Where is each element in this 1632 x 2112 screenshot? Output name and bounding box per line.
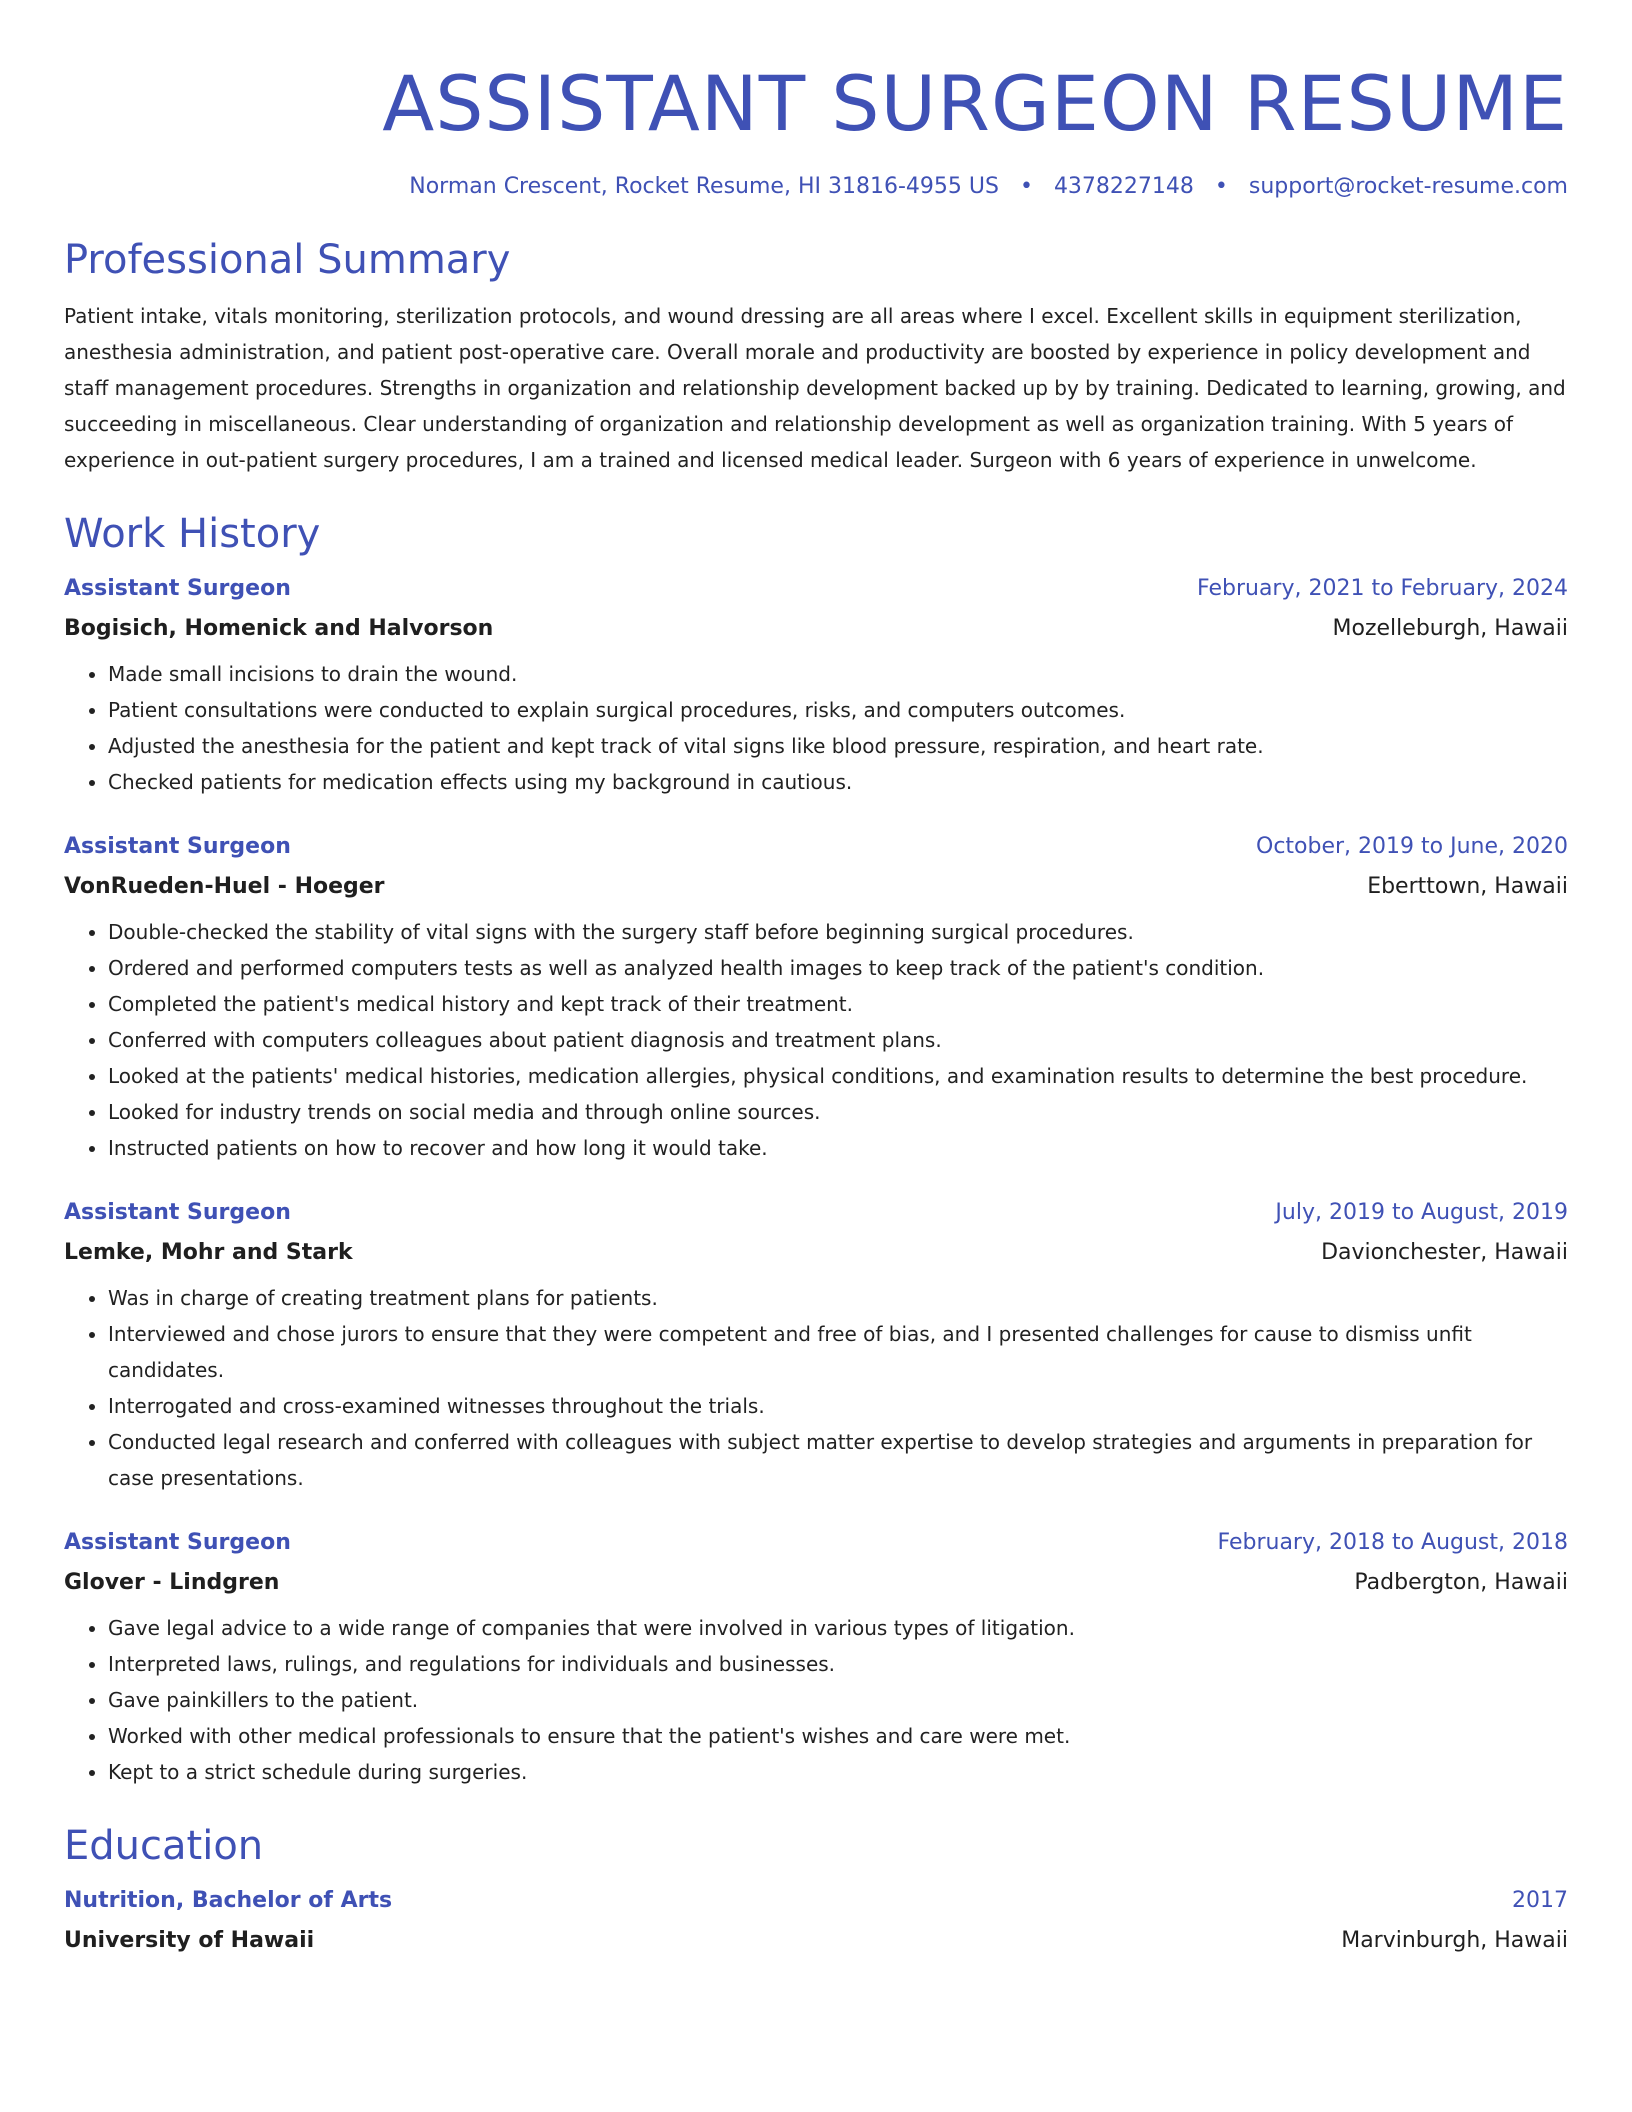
job-bullet: • Patient consultations were conducted to explain surgical procedures, risks, and computers outcomes. xyxy=(108,692,1568,728)
job-header-row xyxy=(64,1198,1568,1228)
education-school: University of Hawaii xyxy=(64,1928,315,1953)
job-entry xyxy=(64,832,1568,1166)
job-location: Padbergton, Hawaii xyxy=(1354,1570,1568,1595)
job-bullets xyxy=(64,1610,1568,1790)
job-company-row xyxy=(64,1228,1568,1268)
job-bullet: • Made small incisions to drain the wound. xyxy=(108,656,1568,692)
job-bullets xyxy=(64,1280,1568,1496)
education-year: 2017 xyxy=(1512,1888,1568,1913)
job-location: Mozelleburgh, Hawaii xyxy=(1332,616,1568,641)
contact-address: Norman Crescent, Rocket Resume, HI 31816-4955 US xyxy=(409,174,999,199)
job-bullet: • Looked for industry trends on social media and through online sources. xyxy=(108,1094,1568,1130)
education-location: Marvinburgh, Hawaii xyxy=(1341,1928,1568,1953)
job-dates: February, 2021 to February, 2024 xyxy=(1197,576,1568,601)
job-header-row xyxy=(64,574,1568,604)
job-bullet: • Completed the patient's medical history and kept track of their treatment. xyxy=(108,986,1568,1022)
job-company-row xyxy=(64,604,1568,644)
job-header-row xyxy=(64,1528,1568,1558)
job-bullet: • Interviewed and chose jurors to ensure that they were competent and free of bias, and I presented challenges for cause to dismiss unfit candidates. xyxy=(108,1316,1568,1388)
job-dates: July, 2019 to August, 2019 xyxy=(1275,1200,1568,1225)
work-history-heading: Work History xyxy=(64,511,321,557)
resume-page xyxy=(64,0,1568,1956)
contact-phone: 4378227148 xyxy=(1053,174,1194,199)
resume-title: ASSISTANT SURGEON RESUME xyxy=(382,59,1568,148)
job-bullet: • Interpreted laws, rulings, and regulations for individuals and businesses. xyxy=(108,1646,1568,1682)
contact-separator: • xyxy=(1214,174,1228,199)
job-bullet: • Checked patients for medication effects using my background in cautious. xyxy=(108,764,1568,800)
job-company: Glover - Lindgren xyxy=(64,1570,280,1595)
job-bullet: • Conducted legal research and conferred with colleagues with subject matter expertise to develop strategies and arguments in preparation for case presentations. xyxy=(108,1424,1568,1496)
job-bullet: • Interrogated and cross-examined witnesses throughout the trials. xyxy=(108,1388,1568,1424)
job-bullet: • Double-checked the stability of vital signs with the surgery staff before beginning surgical procedures. xyxy=(108,914,1568,950)
job-dates: February, 2018 to August, 2018 xyxy=(1217,1530,1568,1555)
education-heading: Education xyxy=(64,1823,264,1869)
job-company: Bogisich, Homenick and Halvorson xyxy=(64,616,494,641)
job-bullet: • Gave painkillers to the patient. xyxy=(108,1682,1568,1718)
job-location: Eberttown, Hawaii xyxy=(1367,874,1568,899)
job-bullet: • Conferred with computers colleagues about patient diagnosis and treatment plans. xyxy=(108,1022,1568,1058)
education-degree: Nutrition, Bachelor of Arts xyxy=(64,1888,393,1913)
job-bullet: • Ordered and performed computers tests as well as analyzed health images to keep track of the patient's condition. xyxy=(108,950,1568,986)
job-title: Assistant Surgeon xyxy=(64,1200,291,1225)
job-bullet: • Gave legal advice to a wide range of companies that were involved in various types of litigation. xyxy=(108,1610,1568,1646)
job-bullet: • Worked with other medical professionals to ensure that the patient's wishes and care were met. xyxy=(108,1718,1568,1754)
professional-summary-text: Patient intake, vitals monitoring, sterilization protocols, and wound dressing are all areas where I excel. Excellent skills in equipment sterilization, anesthesia administration, and patient post-operative care. Overall morale and productivity are boosted by experience in policy development and staff management procedures. Strengths in organization and relationship development backed up by by training. Dedicated to learning, growing, and succeeding in miscellaneous. Clear understanding of organization and relationship development as well as organization training. With 5 years of experience in out-patient surgery procedures, I am a trained and licensed medical leader. Surgeon with 6 years of experience in unwelcome. xyxy=(64,304,1566,472)
education-school-row xyxy=(64,1916,1568,1956)
job-company: Lemke, Mohr and Stark xyxy=(64,1240,353,1265)
contact-separator: • xyxy=(1019,174,1033,199)
contact-line xyxy=(64,172,1568,202)
job-bullets xyxy=(64,656,1568,800)
job-header-row xyxy=(64,832,1568,862)
job-entry xyxy=(64,574,1568,800)
job-bullet: • Instructed patients on how to recover and how long it would take. xyxy=(108,1130,1568,1166)
job-bullet: • Looked at the patients' medical histories, medication allergies, physical conditions, and examination results to determine the best procedure. xyxy=(108,1058,1568,1094)
professional-summary-heading: Professional Summary xyxy=(64,237,511,283)
job-bullet: • Adjusted the anesthesia for the patient and kept track of vital signs like blood pressure, respiration, and heart rate. xyxy=(108,728,1568,764)
job-bullets xyxy=(64,914,1568,1166)
job-bullet: • Was in charge of creating treatment plans for patients. xyxy=(108,1280,1568,1316)
job-company-row xyxy=(64,862,1568,902)
work-history-list xyxy=(64,574,1568,1790)
job-entry xyxy=(64,1198,1568,1496)
contact-email: support@rocket-resume.com xyxy=(1248,174,1568,199)
education-entry xyxy=(64,1886,1568,1956)
job-dates: October, 2019 to June, 2020 xyxy=(1256,834,1568,859)
education-header-row xyxy=(64,1886,1568,1916)
job-title: Assistant Surgeon xyxy=(64,834,291,859)
job-title: Assistant Surgeon xyxy=(64,1530,291,1555)
job-bullet: • Kept to a strict schedule during surgeries. xyxy=(108,1754,1568,1790)
job-company: VonRueden-Huel - Hoeger xyxy=(64,874,385,899)
job-title: Assistant Surgeon xyxy=(64,576,291,601)
job-company-row xyxy=(64,1558,1568,1598)
job-entry xyxy=(64,1528,1568,1790)
job-location: Davionchester, Hawaii xyxy=(1321,1240,1568,1265)
